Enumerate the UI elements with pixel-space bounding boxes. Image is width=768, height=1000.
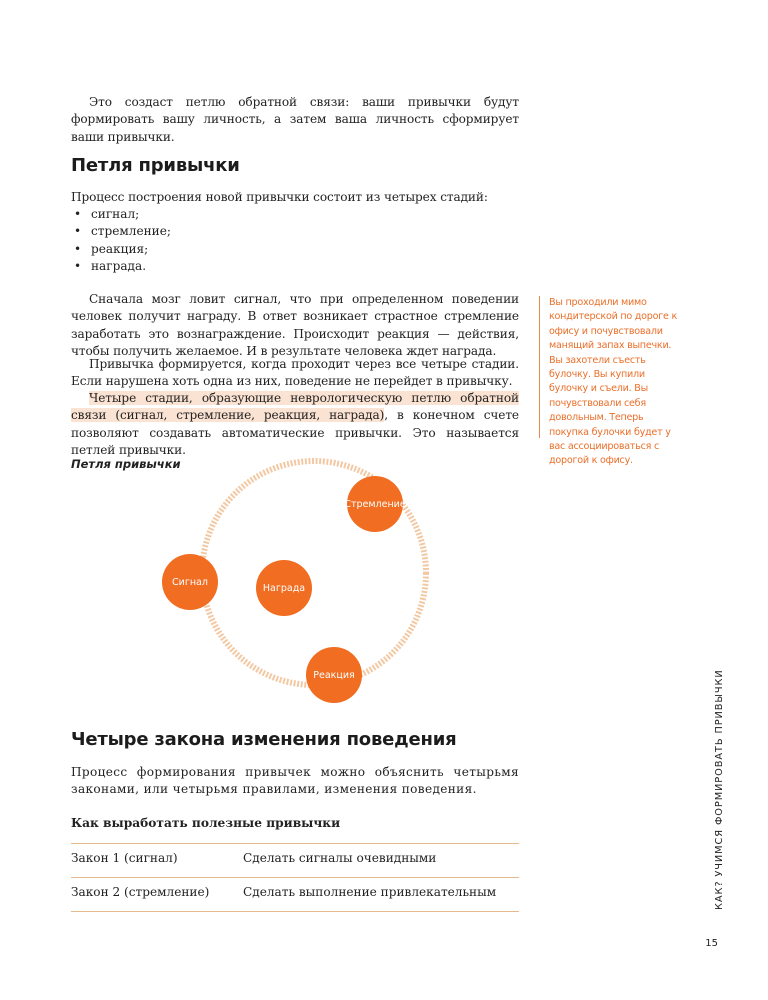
- section-heading-habit-loop: Петля привычки: [71, 155, 240, 176]
- highlighted-text: Четыре стадии, образующие неврологическую петлю обратной связи (сигнал, стремление, реакция, награда): [71, 391, 519, 423]
- table-row: [71, 877, 519, 912]
- figure-caption: Петля привычки: [71, 457, 181, 471]
- stages-lead: Процесс построения новой привычки состоит из четырех стадий:: [71, 190, 488, 204]
- law-cell: Закон 2 (стремление): [71, 885, 210, 899]
- page-number: 15: [705, 938, 718, 949]
- running-head: КАК? УЧИМСЯ ФОРМИРОВАТЬ ПРИВЫЧКИ: [714, 669, 725, 910]
- paragraph-loop-rest: , в конечном счете позволяют создавать автоматические привычки. Это называется петлей привычки.: [71, 408, 519, 458]
- node-response: Реакция: [306, 647, 362, 703]
- paragraph-formation: Привычка формируется, когда проходит через все четыре стадии. Если нарушена хоть одна из них, поведение не перейдет в привычку.: [71, 357, 519, 389]
- table-title: Как выработать полезные привычки: [71, 816, 341, 830]
- table-row: [71, 843, 519, 878]
- intro-paragraph: Это создаст петлю обратной связи: ваши привычки будут формировать вашу личность, а затем ваша личность сформирует ваши привычки.: [71, 95, 519, 144]
- law-cell: Закон 1 (сигнал): [71, 851, 178, 865]
- section-heading-four-laws: Четыре закона изменения поведения: [71, 729, 457, 750]
- rule-cell: Сделать сигналы очевидными: [243, 851, 437, 865]
- sidenote: Вы проходили мимо кондитерской по дороге к офису и почувствовали манящий запах выпечки. Вы захотели съесть булочку. Вы купили булочку и съели. Вы почувствовали себя довольным. Теперь покупка булочки будет у вас ассоциироваться с дорогой к офису.: [539, 296, 681, 438]
- list-item: • сигнал;: [71, 206, 171, 223]
- rule-cell: Сделать выполнение привлекательным: [243, 885, 497, 899]
- paragraph-cue: Сначала мозг ловит сигнал, что при определенном поведении человек получит награду. В ответ возникает страстное стремление заработать это вознаграждение. Происходит реакция — действия, чтобы получить желаемое. И в результате человека ждет награда.: [71, 292, 519, 359]
- list-item: • реакция;: [71, 241, 171, 258]
- four-laws-paragraph: Процесс формирования привычек можно объяснить четырьмя законами, или четырьмя правилами, изменения поведения.: [71, 765, 519, 797]
- list-item: • награда.: [71, 258, 171, 275]
- table-bottom-rule: [71, 911, 519, 912]
- node-reward: Награда: [256, 560, 312, 616]
- node-craving: Стремление: [347, 476, 403, 532]
- list-item: • стремление;: [71, 223, 171, 240]
- node-cue: Сигнал: [162, 554, 218, 610]
